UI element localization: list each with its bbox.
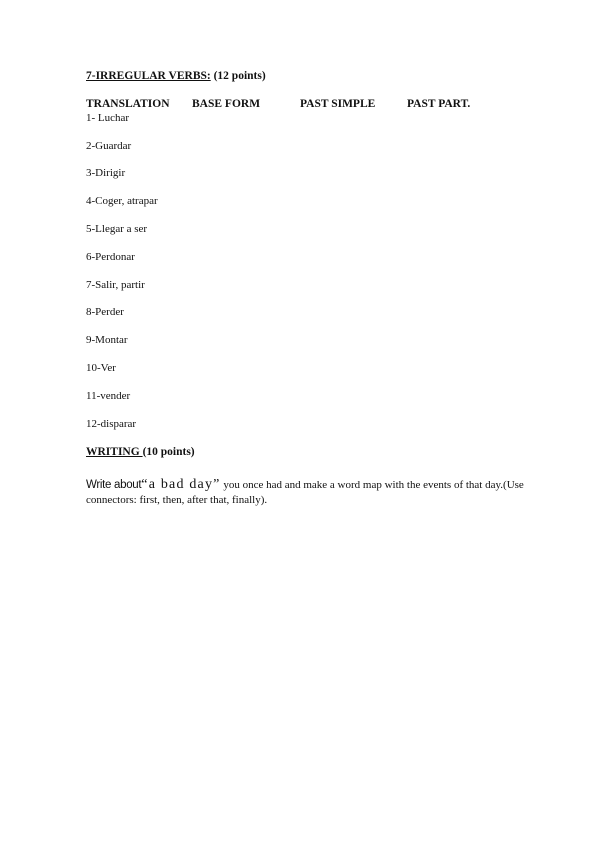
verb-row: 1- Luchar — [86, 112, 130, 124]
verb-row: 6-Perdonar — [86, 251, 135, 263]
header-translation: TRANSLATION — [86, 98, 170, 110]
writing-instructions — [86, 477, 526, 508]
irregular-verbs-points: (12 points) — [210, 70, 266, 82]
write-about-text: Write about — [86, 479, 142, 491]
header-past-simple: PAST SIMPLE — [300, 98, 376, 110]
verb-row: 7-Salir, partir — [86, 279, 145, 291]
header-past-participle: PAST PART. — [407, 98, 471, 110]
verb-row: 9-Montar — [86, 334, 128, 346]
verb-row: 8-Perder — [86, 306, 124, 318]
header-base-form: BASE FORM — [192, 98, 261, 110]
verb-row: 4-Coger, atrapar — [86, 195, 158, 207]
writing-points: (10 points) — [142, 446, 195, 458]
writing-instructions-rest: you once had and make a word map with the events of that day.(Use connectors: first, then, after that, finally). — [86, 479, 524, 506]
writing-heading: WRITING — [86, 446, 143, 458]
verb-row: 3-Dirigir — [86, 167, 126, 179]
irregular-verbs-title — [86, 70, 266, 82]
verb-row: 5-Llegar a ser — [86, 223, 148, 235]
writing-title — [86, 446, 195, 458]
verb-row: 12-disparar — [86, 418, 137, 430]
verb-row: 10-Ver — [86, 362, 116, 374]
irregular-verbs-heading: 7-IRREGULAR VERBS: — [86, 70, 211, 82]
verb-row: 11-vender — [86, 390, 131, 402]
verb-row: 2-Guardar — [86, 140, 132, 152]
bad-day-quote: “a bad day” — [141, 477, 221, 492]
